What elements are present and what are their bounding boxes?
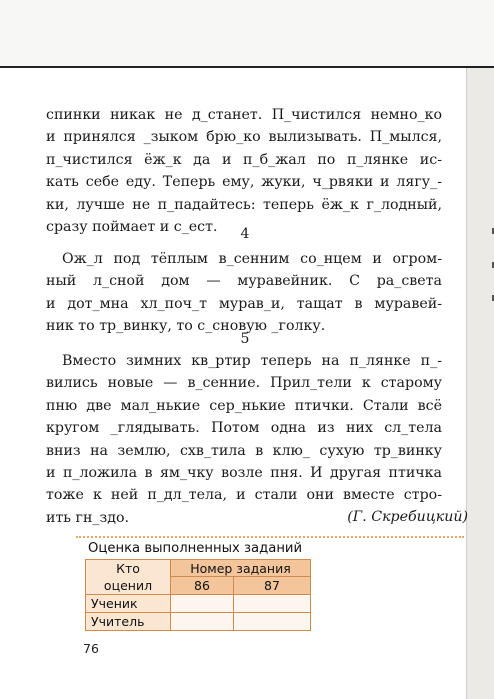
text-line: ить гн_здо. — [46, 509, 130, 526]
row-label-teacher: Учитель — [86, 613, 171, 631]
section-number: 4 — [240, 226, 250, 242]
text-line: Ож_л под тёплым в_сенним со_нцем и огром- — [62, 251, 442, 267]
text-line: сразу поймает и с_ест. — [46, 218, 218, 235]
author-attribution: (Г. Скребицкий) — [347, 509, 468, 525]
dotted-divider — [76, 536, 464, 538]
text-line: ник то тр_винку, то с_сновую _голку. — [46, 318, 326, 335]
who-label-line: оценил — [103, 578, 153, 593]
text-line: ный л_сной дом — муравейник. С ра_света — [46, 273, 442, 290]
task-number-header: Номер задания — [171, 560, 311, 577]
next-page-edge — [466, 68, 494, 699]
student-mark-87 — [234, 595, 311, 613]
text-line: кать себе еду. Теперь ему, жуки, ч_рвяки и лягу_- — [46, 174, 442, 191]
teacher-mark-87 — [234, 613, 311, 631]
who-evaluated-header — [86, 560, 171, 595]
text-line: ки, лучше не п_падайтесь: теперь ёж_к г_лодный, — [46, 196, 442, 213]
task-number-86: 86 — [171, 577, 234, 595]
section-number: 5 — [240, 331, 250, 347]
exercise-text-section-4 — [46, 248, 442, 338]
text-line: вились новые — в_сенние. Прил_тели к старому — [46, 375, 442, 392]
text-line: п_чистился ёж_к да и п_б_жал по п_лянке ис- — [46, 151, 442, 168]
text-line: Вместо зимних кв_ртир теперь на п_лянке п_- — [62, 353, 442, 369]
exercise-text-section-5 — [46, 350, 442, 529]
text-line: кругом _глядывать. Потом одна из них сл_тела — [46, 420, 442, 437]
text-line: тоже к ней п_дл_тела, и стали они вместе стро- — [46, 487, 442, 504]
text-line: и дот_мна хл_поч_т мурав_и, тащат в муравей- — [46, 295, 442, 312]
text-line: и принялся _зыком брю_ко вылизывать. П_мылся, — [46, 129, 442, 146]
student-mark-86 — [171, 595, 234, 613]
scan-top-margin — [0, 0, 494, 66]
text-line: спинки никак не д_станет. П_чистился немно_ко — [46, 107, 442, 123]
page-number: 76 — [83, 641, 99, 656]
text-line: и п_ложила в ям_чку возле пня. И другая птичка — [46, 464, 442, 481]
evaluation-table — [85, 559, 311, 631]
evaluation-title: Оценка выполненных заданий — [88, 541, 303, 556]
who-label-line: Кто — [116, 561, 140, 576]
row-label-student: Ученик — [86, 595, 171, 613]
task-number-87: 87 — [234, 577, 311, 595]
teacher-mark-86 — [171, 613, 234, 631]
exercise-text-continuation — [46, 104, 442, 238]
text-line: пню две мал_нькие сер_нькие птички. Стали всё — [46, 397, 442, 414]
text-line: вниз на землю, схв_тила в клю_ сухую тр_винку — [46, 442, 442, 459]
